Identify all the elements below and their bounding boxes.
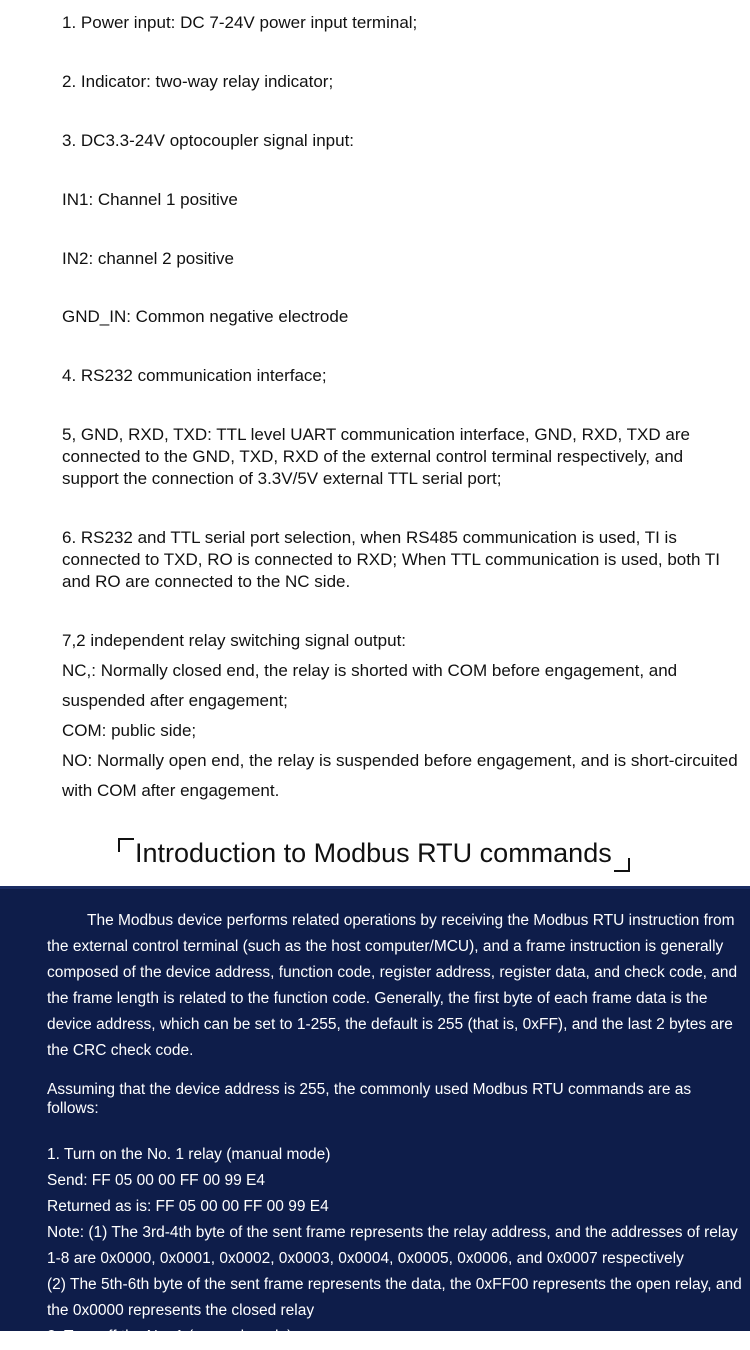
heading-corner-top-left bbox=[118, 838, 134, 852]
relay-output-title: 7,2 independent relay switching signal output: bbox=[62, 631, 407, 650]
relay-output-nc: NC,: Normally closed end, the relay is shorted with COM before engagement, and suspended after engagement; bbox=[62, 661, 678, 710]
section-heading bbox=[118, 834, 630, 874]
item-relay-output bbox=[62, 626, 740, 806]
item-in1: IN1: Channel 1 positive bbox=[62, 190, 238, 209]
command-1-return: Returned as is: FF 05 00 00 FF 00 99 E4 bbox=[47, 1198, 329, 1215]
relay-output-com: COM: public side; bbox=[62, 721, 197, 740]
item-power-input: 1. Power input: DC 7-24V power input terminal; bbox=[62, 13, 418, 32]
item-indicator: 2. Indicator: two-way relay indicator; bbox=[62, 72, 334, 91]
section-heading-text: Introduction to Modbus RTU commands bbox=[135, 838, 612, 868]
panel-divider bbox=[0, 886, 750, 889]
relay-output-no: NO: Normally open end, the relay is suspended before engagement, and is short-circuited with COM after engagement. bbox=[62, 751, 738, 800]
command-1-send: Send: FF 05 00 00 FF 00 99 E4 bbox=[47, 1172, 265, 1189]
item-optocoupler-input: 3. DC3.3-24V optocoupler signal input: bbox=[62, 131, 355, 150]
modbus-panel bbox=[0, 886, 750, 1345]
command-2-title: 2. Turn off the No. 1 (manual mode) bbox=[47, 1328, 293, 1345]
heading-corner-bottom-right bbox=[614, 858, 630, 872]
command-1 bbox=[47, 1142, 750, 1350]
command-1-title: 1. Turn on the No. 1 relay (manual mode) bbox=[47, 1146, 331, 1163]
item-gnd-in: GND_IN: Common negative electrode bbox=[62, 307, 349, 326]
modbus-intro: The Modbus device performs related operations by receiving the Modbus RTU instruction from the external control terminal (such as the host computer/MCU), and a frame instruction is generally composed of the device address, function code, register address, register data, and check code, and the frame length is related to the function code. Generally, the first byte of each frame data is the device address, which can be set to 1-255, the default is 255 (that is, 0xFF), and the last 2 bytes are the CRC check code. bbox=[47, 912, 738, 1059]
item-rs232: 4. RS232 communication interface; bbox=[62, 366, 327, 385]
modbus-assumption: Assuming that the device address is 255, the commonly used Modbus RTU commands are as follows: bbox=[47, 1081, 692, 1117]
item-ttl-uart: 5, GND, RXD, TXD: TTL level UART communication interface, GND, RXD, TXD are connected to the GND, TXD, RXD of the external control terminal respectively, and support the connection of 3.3V/5V external TTL serial port; bbox=[62, 425, 690, 488]
item-serial-selection: 6. RS232 and TTL serial port selection, when RS485 communication is used, TI is connected to TXD, RO is connected to RXD; When TTL communication is used, both TI and RO are connected to the NC side. bbox=[62, 528, 720, 591]
command-1-note-1: Note: (1) The 3rd-4th byte of the sent frame represents the relay address, and the addresses of relay 1-8 are 0x0000, 0x0001, 0x0002, 0x0003, 0x0004, 0x0005, 0x0006, and 0x0007 respectively bbox=[47, 1224, 738, 1267]
item-in2: IN2: channel 2 positive bbox=[62, 249, 234, 268]
command-1-note-2: (2) The 5th-6th byte of the sent frame represents the data, the 0xFF00 represents the open relay, and the 0x0000 represents the closed relay bbox=[47, 1276, 742, 1319]
